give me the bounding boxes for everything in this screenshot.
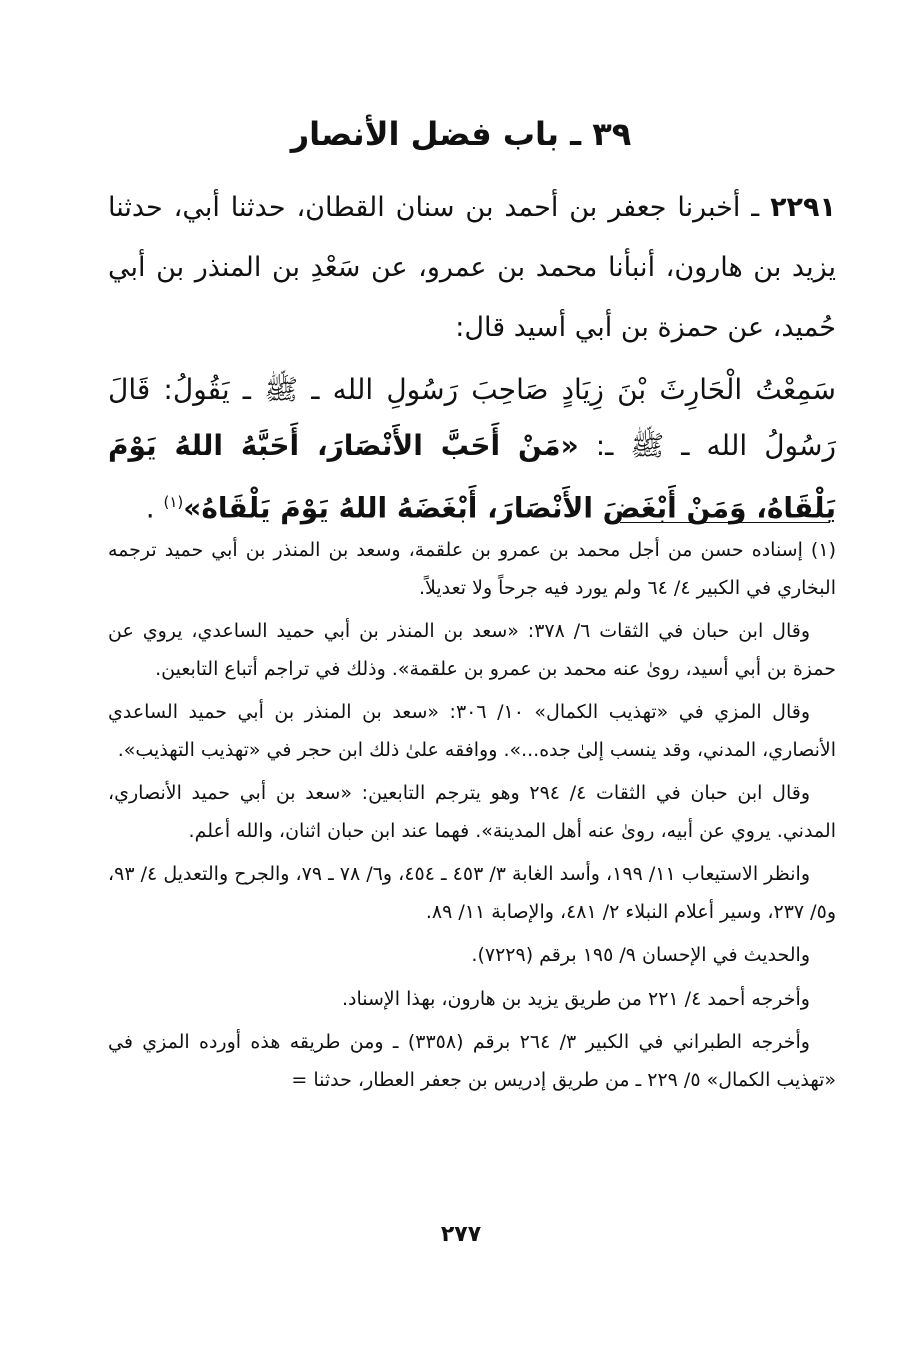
footnote-reference: (١) [163, 493, 184, 511]
hadith-matn-end: . [145, 491, 164, 525]
footnote-paragraph: وقال ابن حبان في الثقات ٦/ ٣٧٨: «سعد بن المنذر بن أبي حميد الساعدي، يروي عن حمزة بن أبي أسيد، روىٰ عنه محمد بن عمرو بن علقمة». وذلك في تراجم أتباع التابعين. [108, 620, 836, 680]
footnote-paragraph: (١) إسناده حسن من أجل محمد بن عمرو بن علقمة، وسعد بن المنذر بن أبي حميد ترجمه البخاري في الكبير ٤/ ٦٤ ولم يورد فيه جرحاً ولا تعديلاً. [108, 539, 836, 599]
footnote-paragraph: وأخرجه أحمد ٤/ ٢٢١ من طريق يزيد بن هارون، بهذا الإسناد. [341, 987, 810, 1010]
hadith-isnad: ـ أخبرنا جعفر بن أحمد بن سنان القطان، حدثنا أبي، حدثنا يزيد بن هارون، أنبأنا محمد بن عمرو، عن سَعْدِ بن المنذر بن أبي حُميد، عن حمزة بن أبي أسيد قال: [108, 192, 836, 343]
footnotes-section [108, 532, 836, 1105]
footnote-paragraph: وقال المزي في «تهذيب الكمال» ١٠/ ٣٠٦: «سعد بن المنذر بن أبي حميد الساعدي الأنصاري، المدني، وقد ينسب إلىٰ جده...». ووافقه علىٰ ذلك ابن حجر في «تهذيب التهذيب». [108, 701, 836, 761]
footnote-paragraph: والحديث في الإحسان ٩/ ١٩٥ برقم (٧٢٢٩). [471, 944, 810, 966]
hadith-matn-paragraph [108, 362, 836, 536]
hadith-number: ٢٢٩١ [770, 192, 836, 223]
hadith-block [108, 178, 836, 536]
footnote-paragraph: وأخرجه الطبراني في الكبير ٣/ ٢٦٤ برقم (٣٣٥٨) ـ ومن طريقه هذه أورده المزي في «تهذيب الكمال» ٥/ ٢٢٩ ـ من طريق إدريس بن جعفر العطار، حدثنا = [108, 1031, 836, 1091]
footnote-paragraph: وقال ابن حبان في الثقات ٤/ ٢٩٤ وهو يترجم التابعين: «سعد بن أبي حميد الأنصاري، المدني. يروي عن أبيه، روىٰ عنه أهل المدينة». فهما عند ابن حبان اثنان، والله أعلم. [108, 782, 836, 842]
hadith-matn-text: «مَنْ أَحَبَّ الأَنْصَارَ، أَحَبَّهُ اللهُ يَوْمَ يَلْقَاهُ، وَمَنْ أَبْغَضَ الأَنْصَارَ، أَبْغَضَهُ اللهُ يَوْمَ يَلْقَاهُ» [108, 429, 836, 525]
page-number: ٢٧٧ [440, 1222, 482, 1247]
chapter-title: ٣٩ ـ باب فضل الأنصار [290, 115, 632, 153]
footnote-separator [620, 522, 830, 523]
hadith-isnad-paragraph [108, 178, 836, 358]
hadith-matn-intro: سَمِعْتُ الْحَارِثَ بْنَ زِيَادٍ صَاحِبَ رَسُولِ الله ـ ﷺ ـ يَقُولُ: قَالَ رَسُولُ الله ـ ﷺ ـ: [108, 373, 836, 462]
footnote-paragraph: وانظر الاستيعاب ١١/ ١٩٩، وأسد الغابة ٣/ ٤٥٣ ـ ٤٥٤، و٦/ ٧٨ ـ ٧٩، والجرح والتعديل ٤/ ٩٣، و٥/ ٢٣٧، وسير أعلام النبلاء ٢/ ٤٨١، والإصابة ١١/ ٨٩. [108, 863, 836, 923]
